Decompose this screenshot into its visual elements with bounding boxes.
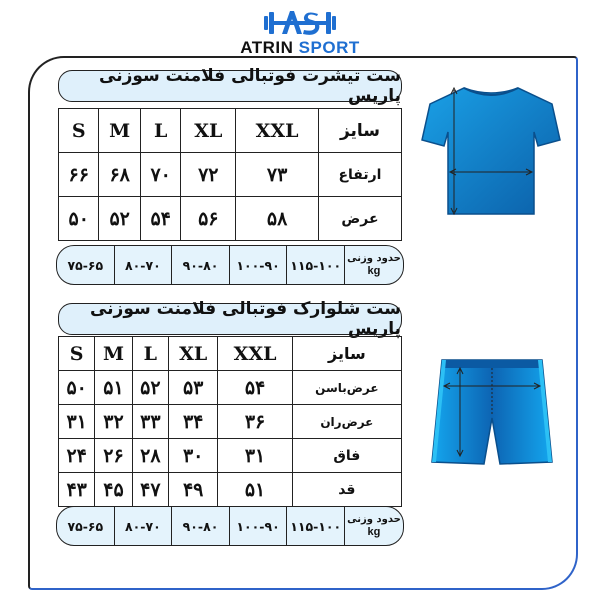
table-row	[59, 473, 402, 507]
weight-cell: ۹۰-۸۰	[171, 507, 229, 545]
value-cell: ۷۰	[140, 153, 180, 197]
value-cell: ۳۳	[132, 405, 168, 439]
size-cell: M	[95, 337, 132, 371]
size-cell: S	[59, 109, 99, 153]
shorts-icon	[430, 356, 554, 468]
size-cell: XXL	[236, 109, 319, 153]
value-cell: ۷۳	[236, 153, 319, 197]
size-header-label: سایز	[292, 337, 401, 371]
value-cell: ۵۲	[132, 371, 168, 405]
value-cell: ۵۳	[169, 371, 218, 405]
brand-logo	[0, 8, 600, 60]
value-cell: ۴۳	[59, 473, 95, 507]
value-cell: ۳۰	[169, 439, 218, 473]
weight-cell: ۱۰۰-۹۰	[229, 507, 287, 545]
row-label: عرض	[318, 197, 401, 241]
weight-label	[344, 246, 403, 284]
weight-label-text: حدود وزنی	[347, 253, 401, 264]
shirt-weight-range-bar	[56, 245, 404, 285]
value-cell: ۶۸	[99, 153, 141, 197]
shorts-size-table	[58, 336, 402, 507]
table-row	[59, 197, 402, 241]
value-cell: ۳۱	[218, 439, 292, 473]
value-cell: ۲۴	[59, 439, 95, 473]
shirt-size-table	[58, 108, 402, 241]
value-cell: ۵۴	[140, 197, 180, 241]
weight-cell: ۹۰-۸۰	[171, 246, 229, 284]
size-cell: S	[59, 337, 95, 371]
row-label: عرض‌ران	[292, 405, 401, 439]
value-cell: ۳۴	[169, 405, 218, 439]
weight-cell: ۸۰-۷۰	[114, 507, 172, 545]
table-row	[59, 439, 402, 473]
shorts-weight-range-bar	[56, 506, 404, 546]
tshirt-icon	[418, 82, 564, 222]
row-label: ارتفاع	[318, 153, 401, 197]
weight-label	[344, 507, 403, 545]
weight-cell: ۸۰-۷۰	[114, 246, 172, 284]
dumbbell-logo-icon	[262, 8, 338, 38]
value-cell: ۲۸	[132, 439, 168, 473]
size-header-label: سایز	[318, 109, 401, 153]
size-cell: XXL	[218, 337, 292, 371]
size-cell: XL	[169, 337, 218, 371]
weight-cell: ۷۵-۶۵	[67, 518, 104, 534]
table-row	[59, 405, 402, 439]
shirt-table-title: ست تیشرت فوتبالی فلامنت سوزنی پاریس	[58, 70, 402, 102]
shorts-size-header-row	[59, 337, 402, 371]
value-cell: ۵۱	[95, 371, 132, 405]
value-cell: ۳۲	[95, 405, 132, 439]
shorts-table-title: ست شلوارک فوتبالی فلامنت سوزنی پاریس	[58, 303, 402, 335]
value-cell: ۵۱	[218, 473, 292, 507]
size-cell: L	[132, 337, 168, 371]
size-cell: L	[140, 109, 180, 153]
value-cell: ۵۶	[181, 197, 236, 241]
weight-unit: kg	[367, 265, 381, 277]
weight-label-text: حدود وزنی	[347, 514, 401, 525]
brand-name: ATRIN SPORT	[240, 38, 360, 57]
value-cell: ۴۵	[95, 473, 132, 507]
row-label: عرض‌باسن	[292, 371, 401, 405]
weight-unit: kg	[367, 526, 381, 538]
table-row	[59, 371, 402, 405]
value-cell: ۵۲	[99, 197, 141, 241]
row-label: قد	[292, 473, 401, 507]
weight-cell: ۱۰۰-۹۰	[229, 246, 287, 284]
weight-cell: ۱۱۵-۱۰۰	[286, 507, 344, 545]
value-cell: ۵۰	[59, 371, 95, 405]
value-cell: ۲۶	[95, 439, 132, 473]
value-cell: ۶۶	[59, 153, 99, 197]
value-cell: ۳۱	[59, 405, 95, 439]
size-cell: M	[99, 109, 141, 153]
value-cell: ۵۴	[218, 371, 292, 405]
size-cell: XL	[181, 109, 236, 153]
value-cell: ۵۸	[236, 197, 319, 241]
table-row	[59, 153, 402, 197]
value-cell: ۵۰	[59, 197, 99, 241]
weight-cell: ۷۵-۶۵	[67, 257, 104, 273]
value-cell: ۴۷	[132, 473, 168, 507]
value-cell: ۷۲	[181, 153, 236, 197]
shirt-size-header-row	[59, 109, 402, 153]
value-cell: ۴۹	[169, 473, 218, 507]
weight-cell: ۱۱۵-۱۰۰	[286, 246, 344, 284]
row-label: فاق	[292, 439, 401, 473]
value-cell: ۳۶	[218, 405, 292, 439]
